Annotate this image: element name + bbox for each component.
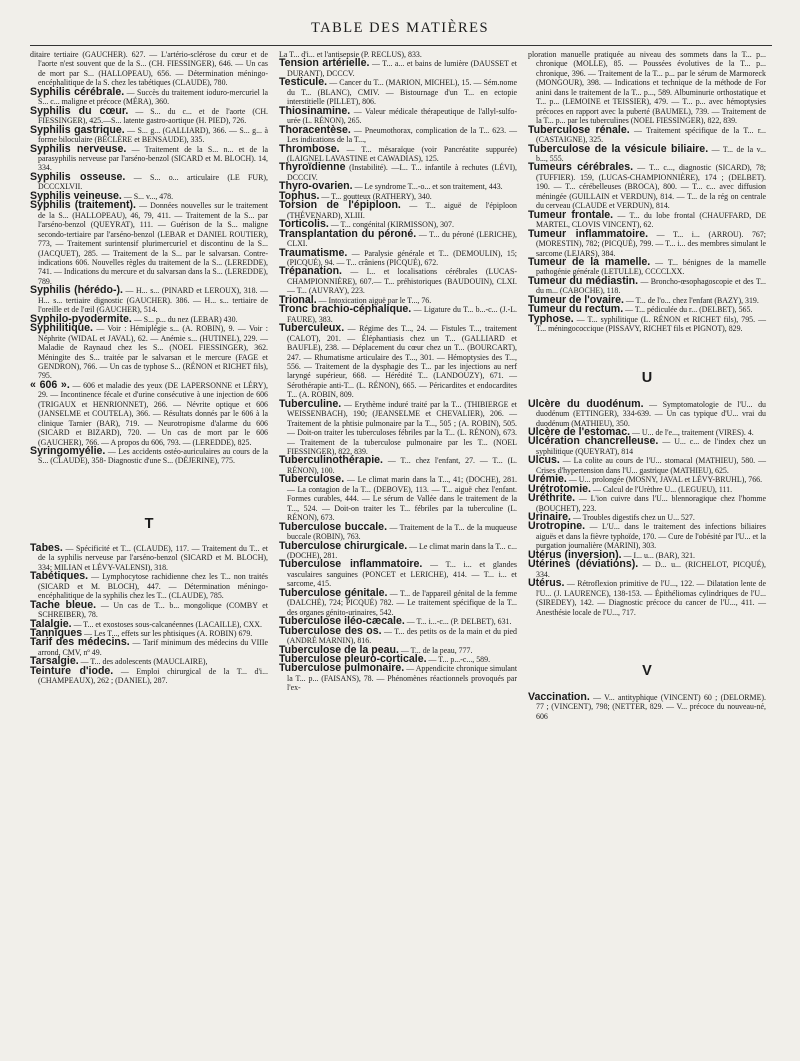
entry-text: — T... des petits os de la main et du pied (ANDRÉ MARNIN), 816. [287,626,517,646]
index-entry [279,586,517,617]
entry-headword: Urétrotomie. [528,482,591,495]
entry-headword: Utérus (inversion). [528,548,622,561]
entry-text: — V... antityphique (VINCENT) 60 ; (DELORME). 77 ; (VINCENT), 798; (NETTER, 829. — V... précoce du nouveau-né, 606 [536,693,766,721]
index-entry [30,142,268,173]
entry-headword: Syphilitique. [30,322,93,335]
entry-text: — T... chez l'enfant, 27. — T... (L. RÉNON), 100. [287,456,517,475]
entry-headword: Tuberculose de la peau. [279,643,399,656]
entry-text: — T... goutteux (RATHERY), 340. [319,191,432,201]
entry-text: — T... a... et bains de lumière (DAUSSET et DURANT), DCCCV. [287,59,517,78]
entry-headword: Talalgie. [30,617,72,630]
entry-headword: Syphilis osseuse. [30,170,126,183]
index-entry [528,163,766,210]
entry-text: — T... de la v... b..., 555. [536,144,766,163]
entry-text: — Tarif minimum des médecins du VIIIe arrond, CMV, nº 49. [38,638,268,657]
index-entry [30,201,268,286]
entry-headword: Thyroïdienne [279,161,346,174]
index-entry [279,560,517,588]
entry-text: — Intoxication aiguë par le T..., 76. [316,295,432,305]
column-2 [279,50,517,693]
entry-text: — Rétroflexion primitive de l'U..., 122. — Dilatation lente de l'U... (J. LAURENCE), 138-153. — Épithéliomas cylindriques de l'U... (SIREDEY), 142. — Diagnostic précoce du cancer de l'U..., 411. — Anesthésie locale de l'U..., 717. [536,579,766,617]
entry-text: — I... et localisations cérébrales (LUCAS-CHAMPIONNIÈRE), 607.— T... préhistoriques (BAUDOUIN), CLXI. — T... (AUVRAY), 223. [287,267,517,296]
section-letter: T [144,515,154,532]
entry-text: — Troubles digestifs chez un U... 527. [570,513,695,523]
entry-headword: Tumeur du médiastin. [528,274,639,287]
entry-text: — T... de l'o... chez l'enfant (BAZY), 319. [623,295,759,305]
entry-text: — Spécificité et T... (CLAUDE), 117. — Traitement du T... et de la syphilis nerveuse par l'arséno-benzol (SICARD et M. BLOCH), 334; MILIAN et LÉVY-VALENSI), 318. [38,543,268,572]
entry-headword: Tabétiques. [30,570,89,583]
entry-text: — U... de l'e..., traitement (VIRES). 4. [630,427,754,437]
entry-headword: Thiosinamine. [279,104,351,117]
entry-text: — Un cas de T... b... mongolique (COMBY et SCHREIBER), 78. [38,600,268,620]
entry-text: — T... pédiculée du r... (DELBET), 565. [623,305,753,315]
entry-headword: Tuberculine. [279,397,342,410]
entry-text: — T... du lobe frontal (CHAUFFARD, DE MARTEL, CLOVIS VINCENT), 62. [536,210,767,230]
entry-headword: Urémie. [528,473,567,486]
entry-headword: Tabes. [30,541,63,554]
entry-text: — Traitement de la S... n... et de la parasyphilis nerveuse par l'arséno-benzol (SICARD et M. BLOCH). 14, 334. [38,144,268,173]
entry-headword: Utérus. [528,577,565,590]
entry-text: — Valeur médicale thérapeutique de l'allyl-sulfo-urée (L. RÉNON), 265. [287,106,517,126]
entry-text: — T... de la peau, 777. [398,645,473,655]
entry-headword: Tumeur du rectum. [528,303,624,316]
entry-headword: Ulcère du duodénum. [528,397,644,410]
index-entry [528,397,766,428]
entry-text: — Cancer du T... (MARION, MICHEL), 15. — Sém.nome du T... (BLANC), CMIV. — Bistournage d'un T... en ectopie interstitielle (PILLET), 806. [287,78,517,107]
index-entry [279,267,517,295]
index-entry [279,78,517,106]
entry-headword: Tache bleue. [30,598,97,611]
index-entry [528,579,766,617]
entry-headword: Torticolis. [279,218,329,231]
entry-text: — Paralysie générale et T... (DEMOULIN), 15; (PICQUÉ), 94. — T... crâniens (PICQUÉ), 672. [287,248,517,267]
entry-headword: Syphilis cérébrale. [30,85,125,98]
entry-headword: Teinture d'iode. [30,664,114,677]
entry-text: — T... i... (ARROU). 767; (MORESTIN), 782; (PICQUÉ), 799. — T... i... des membres simulant le sarcome (LEJARS), 384. [536,229,766,258]
entry-headword: Traumatisme. [279,246,348,259]
entry-headword: Torsion de l'épiploon. [279,199,401,212]
entry-text: — Erythème induré traité par la T... (THIBIERGE et WEISSENBACH), 190; (JEANSELME et CHEVALIER), 206. — Traitement de la phtisie pulmonaire par la T..., 505 ; (A. ROBIN), 505. — Doit-on traiter les tuberculoses fébriles par la T... (L. RÉNON), 673. — Traitement de la tuberculose pulmonaire par les T... (NOEL FIESSINGER), 822, 839. [287,399,517,457]
entry-text: — Lymphocytose rachidienne chez les T... non traités (SICARD et M. BLOCH), 447. — Détermination méningo-encéphalitique de la syphilis chez les T... (CLAUDE), 785. [38,572,268,601]
index-entry [528,50,766,126]
entry-text: — Les T..., effets sur les phtisiques (A. ROBIN) 679. [82,629,253,639]
entry-headword: Tophus. [279,189,320,202]
column-1 [30,50,268,686]
entry-headword: Syphilis gastrique. [30,123,125,136]
entry-headword: Thyro-ovarien. [279,180,353,193]
entry-text: — T... du péroné (LERICHE), CLXI. [287,229,517,249]
entry-text: — Succès du traitement ioduro-mercuriel la S... c... maligne et précoce (MÉRA), 360. [38,87,268,107]
entry-text: ploration manuelle pratiquée au niveau des sommets dans la T... p... chronique (MOLLE), 85. — Poussées évolutives de la T... p... chronique, 396. — Traitement de la T... p... par le sérum de Marmoreck (MONGOUR), 398. — Indications et technique de la méthode de For anini dans le traitement de la T... p..., 589. Albuminurie orthostatique et T... p... (LEMOINE et TEISSIER), 479. — T... p... avec hémoptysies précoces en rapport avec la puberté (BAUMEL), 739. — Traitement de la T... p... par les tuberculines (NOEL FIESSINGER), 822, 839. [528,50,766,126]
entry-headword: Tuberculose de la vésicule biliaire. [528,142,709,155]
entry-headword: Vaccination. [528,691,590,704]
entry-headword: Urinaire. [528,511,571,524]
entry-text: — Régime des T..., 24. — Fistules T..., traitement (CALOT), 201. — Éléphantiasis chez un T... (GALLIARD et BAUFLE), 238. — Déplacement du cœur chez un T... (BOURCART), 247. — Rhumatisme articulaire des T..., 301. — Hémoptysies des T..., 556. — Traitement de la dysphagie des T... par les injections au nerf laryngé supérieur, 668. — Hérédité T... (LANDOUZY), 671. — Sérothérapie anti-T... (L. RÉNON), 665. — Péricardites et endocardites T... (A. ROBIN, 809. [287,324,517,400]
entry-headword: Ulcère de l'estomac. [528,425,631,438]
entry-text: ditaire tertiaire (GAUCHER). 627. — L'artério-sclérose du cœur et de l'aorte n'est souvent que de la S... (CH. FIESSINGER), 646. — Un cas de mort par S... (HALLOPEAU), 656. — Détermination méningo-encéphalitique de la S. chez les tabétiques (CLAUDE), 780. [30,50,268,88]
entry-headword: Tuberculose chirurgicale. [279,539,408,552]
entry-text: — Appendicite chronique simulant la T... p... (FAISANS), 78. — Phénomènes réactionnels provoqués par l'ex- [287,664,518,693]
entry-headword: Typhose. [528,312,574,325]
index-entry [30,572,268,600]
section-letter: V [642,663,652,680]
index-entry [279,664,517,692]
entry-text: — T... i...-c... (P. DELBET), 631. [404,617,512,627]
entry-headword: Tuberculose rénale. [528,123,630,136]
index-entry [30,324,268,381]
entry-text: — Le climat marin dans la T..., 41; (DOCHE), 281. — La contagion de la T... (DEBOVE), 113. — T... aiguë chez l'enfant. Formes curables, 444. — Le sérum de Vallée dans le traitement de la T..., 524. — Doit-on traiter les T... fébriles par la tuberculine (L. RÉNON), 673. [287,475,517,523]
index-entry [30,286,268,314]
entry-headword: Tuberculose génitale. [279,586,388,599]
entry-headword: Tuberculose pulmonaire. [279,662,405,675]
index-entry [30,541,268,572]
entry-text: — T... congénital (KIRMISSON), 307. [328,220,454,230]
entry-headword: Urotropine. [528,520,586,533]
entry-text: — Données nouvelles sur le traitement de la S... (HALLOPEAU), 46, 79, 411. — Traitement de la S... par l'arséno-benzol (QUEYRAT), 111. — Guérison de la S... maligne secondo-tertiaire par l'arséno-benzol (LEBAR et DANIEL ROUTIER), 773, — Traitement surintensif plurimercuriel et discontinu de la S... (JACQUET), 285. — Traitement de la S... par le salvarsan. Contre-indications 606. Nouvelles règles du traitement de la S... (LEREDDE), 741. — Indications du mercure et du salvarsan dans la S... (LEREDDE), 789. [38,201,268,286]
entry-text: — L'ion cuivre dans l'U... blennoragique chez l'homme (BOUCHET), 223. [536,494,766,513]
entry-text: — T... bénignes de la mamelle pathogénie générale (LETULLE), CCCCLXX. [536,257,767,277]
entry-headword: Ulcus. [528,454,560,467]
entry-headword: Tarif des médecins. [30,636,130,649]
entry-headword: Tarsalgie. [30,655,79,668]
entry-text: — 606 et maladie des yeux (DE LAPERSONNE et LÉRY), 29. — Incontinence fécale et d'urine consécutive à une injection de 606 (TRIGAUX et HENRIONNET), 266. — Névrite optique et 606 (JANSELME et COUTELA), 366. — Résultats donnés par le 606 à la clinique Tarnier (BAR), 719. — Neurotropisme d'alarme du 606 (SICARD et BIZARD), 720. — Un cas de mort par le 606 (GAUCHER), 766. — A propos du 606, 793. — (LEREDDE), 825. [38,380,268,447]
entry-headword: Transplantation du péroné. [279,227,417,240]
entry-headword: Syphilis (traitement). [30,199,136,212]
entry-headword: Syphilis (hérédo-). [30,284,123,297]
entry-headword: Syphilis du cœur. [30,104,129,117]
index-entry [279,324,517,400]
entry-text: — Ligature du T... b...-c... (J.-L. FAURE), 383. [287,305,518,324]
section-letter: U [641,369,653,386]
entry-text: — T... syphilitique (L. RÉNON et RICHET fils), 795. — T... méningococcique (PISSAVY, RICHET fils et PIGNOT), 829. [536,314,766,334]
entry-text: — Voir : Hémiplégie s... (A. ROBIN), 9. — Voir : Néphrite (WIDAL et JAVAL), 62. — Anémie s... (HUTINEL), 229. — Maladie de Raynaud chez les S... (NOEL FIESSINGER), 362. Méningite des S... traitée par le salvarsan et le mercure (FAGE et GENDRON), 766. — Un cas de typhose S... (RÉNON et RICHET fils), 795. [38,324,268,381]
entry-text: — Le climat marin dans la T... c... (DOCHE), 281. [287,541,517,561]
entry-headword: Tronc brachio-céphalique. [279,303,412,316]
entry-headword: Tanniques [30,627,83,640]
entry-headword: Syringomyélie. [30,445,106,458]
column-3 [528,50,766,721]
entry-headword: Tumeurs cérébrales. [528,161,634,174]
entry-headword: Uréthrite. [528,492,576,505]
entry-headword: Tuberculose inflammatoire. [279,558,423,571]
entry-headword: Tumeur de la mamelle. [528,255,651,268]
entry-text: — I... u... (BAR), 321. [621,550,696,560]
entry-text: — S... g... (GALLIARD), 366. — S... g... à forme biloculaire (BÉCLÈRE et BENSAUDE), 335. [38,125,268,145]
entry-headword: Testicule. [279,76,328,89]
index-entry [528,312,766,334]
header-rule [30,45,772,46]
entry-headword: Tuberculose pleuro-corticale. [279,653,427,665]
index-entry [528,693,766,721]
entry-text: — Calcul de l'Urèthre U... (LEGUEU), 111. [590,484,733,494]
index-entry [528,227,766,258]
index-entry [279,397,517,457]
entry-headword: Tuberculose iléo-cæcale. [279,615,405,628]
entry-headword: Thoracentèse. [279,123,351,136]
entry-text: — U... prolongée (MOSNY, JAVAL et LÉVY-BRUHL), 766. [566,475,763,485]
entry-headword: Trépanation. [279,265,342,278]
entry-headword: Syphilis veineuse. [30,189,122,202]
index-entry [30,664,268,686]
entry-text: — Traitement de la T... de la muqueuse buccale (ROBIN), 763. [287,522,518,542]
entry-text: — T... et exostoses sous-calcanéennes (LACAILLE), CXX. [71,619,262,629]
entry-headword: Trional. [279,293,317,306]
entry-text: — S... p... du nez (LEBAR) 430. [131,314,238,324]
entry-text: — S... v..., 478. [121,191,174,201]
entry-headword: Tuberculose buccale. [279,520,388,533]
entry-headword: Utérines (déviations). [528,558,639,571]
entry-headword: Tuberculose des os. [279,624,382,637]
entry-text: — Symptomatologie de l'U... du duodénum (ETTINGER), 334-639. — Un cas typique d'U... vrai du duodénum (MATHIEU), 350. [536,399,766,428]
entry-headword: Syphilis nerveuse. [30,142,127,155]
entry-text: — T... de l'appareil génital de la femme (DALCHÉ), 724; PICQUÉ) 782. — Le traitement spécifique de la T... des organes génito-urinaires, 542. [287,588,517,617]
entry-text: (Instabilité). —I... T... infantile à rechutes (LÉVI), DCCCIV. [287,163,517,182]
entry-text: — T... p...-c..., 589. [426,655,491,664]
entry-text: — T... aiguë de l'épiploon (THÉVENARD), XLIII. [287,201,517,220]
entry-text: — Traitement spécifique de la T... r... (CASTAIGNE), 325. [536,125,766,145]
index-entry [528,522,766,550]
entry-text: — Les accidents ostéo-auriculaires au cours de la S... (CLAUDE), 358- Diagnostic d'une S... (DÉJERINE), 775. [38,447,268,466]
entry-text: — Pneumothorax, complication de la T... 623. — Les indications de la T..., [287,125,517,145]
entry-text: — Emploi chirurgical de la T... d'i... (CHAMPEAUX), 262 ; (DANIEL), 287. [38,666,268,686]
entry-headword: Tumeur frontale. [528,208,614,221]
entry-headword: Syphilo-pyodermite. [30,312,132,325]
entry-text: — T... des adolescents (MAUCLAIRE), [78,657,208,667]
entry-text: La T... d'i... et l'antisepsie (P. RECLUS), 833. [279,50,422,59]
entry-headword: « 606 ». [30,378,70,391]
index-entry [30,378,268,447]
entry-text: — U... c... de l'index chez un syphilitique (QUEYRAT), 814 [536,437,767,456]
entry-text: — D... u... (RICHELOT, PICQUÉ), 334. [536,560,766,579]
entry-text: — S... o... articulaire (LE FUR), DCCCXLVII. [38,172,268,192]
entry-text: — H... s... (PINARD et LEROUX), 318. — H... s... tertiaire dignostic (GAUCHER). 386. — H... s... tertiaire de l'oreille et de l'œil (GAUCHER), 514. [38,286,268,315]
entry-headword: Tension artérielle. [279,57,370,70]
entry-headword: Ulcération chancrelleuse. [528,435,659,448]
entry-headword: Tuberculinothérapie. [279,454,383,467]
entry-text: — L'U... dans le traitement des infections biliaires aiguës et dans la fièvre typhoïde, 170. — Cure de l'obésité par l'U... et la purgation journalière (MARINI), 303. [536,522,766,551]
entry-text: — T... i... et glandes vasculaires sanguines (PONCET et LERICHE), 414. — T... i... et sarcome, 415. [287,560,518,589]
page-title: TABLE DES MATIÈRES [310,20,490,36]
entry-text: — La colite au cours de l'U... stomacal (MATHIEU), 580. — Crises d'hypertension dans l'U... gastrique (MATHIEU), 625. [536,456,766,475]
index-entry [30,447,268,466]
entry-text: — S... du c... et de l'aorte (CH. FIESSINGER), 425.—S... latente gastro-aortique (H. PIED), 726. [38,106,268,126]
entry-headword: Tumeur de l'ovaire. [528,293,624,306]
entry-text: — Broncho-œsophagoscopie et des T... du m... (CABOCHE), 118. [536,276,766,296]
index-entry [279,475,517,522]
entry-text: — Le syndrome T...-o... et son traitement, 443. [352,182,503,192]
entry-headword: Tumeur inflammatoire. [528,227,649,240]
entry-headword: Tuberculose. [279,473,345,486]
entry-headword: Thrombose. [279,142,340,155]
entry-text: — T... mésaraïque (voir Pancréatite suppurée) (LAIGNEL LAVASTINE et CAWADIAS), 125. [287,144,517,163]
entry-text: — T... c..., diagnostic (SICARD), 78; (TUFFIER). 159, (LUCAS-CHAMPIONNIÈRE), 174 ; (DELBET). 190. — T... cérébelleuses (BROCA), 800. — T... c... avec diffusion méningée (GUILLAIN et VERDUN), 814. — T... de la rég on centrale du cerveau (CLAUDE et VERDUN), 814. [536,163,766,211]
entry-headword: Tuberculeux. [279,322,345,335]
index-entry [528,437,766,456]
index-entry [30,50,268,88]
